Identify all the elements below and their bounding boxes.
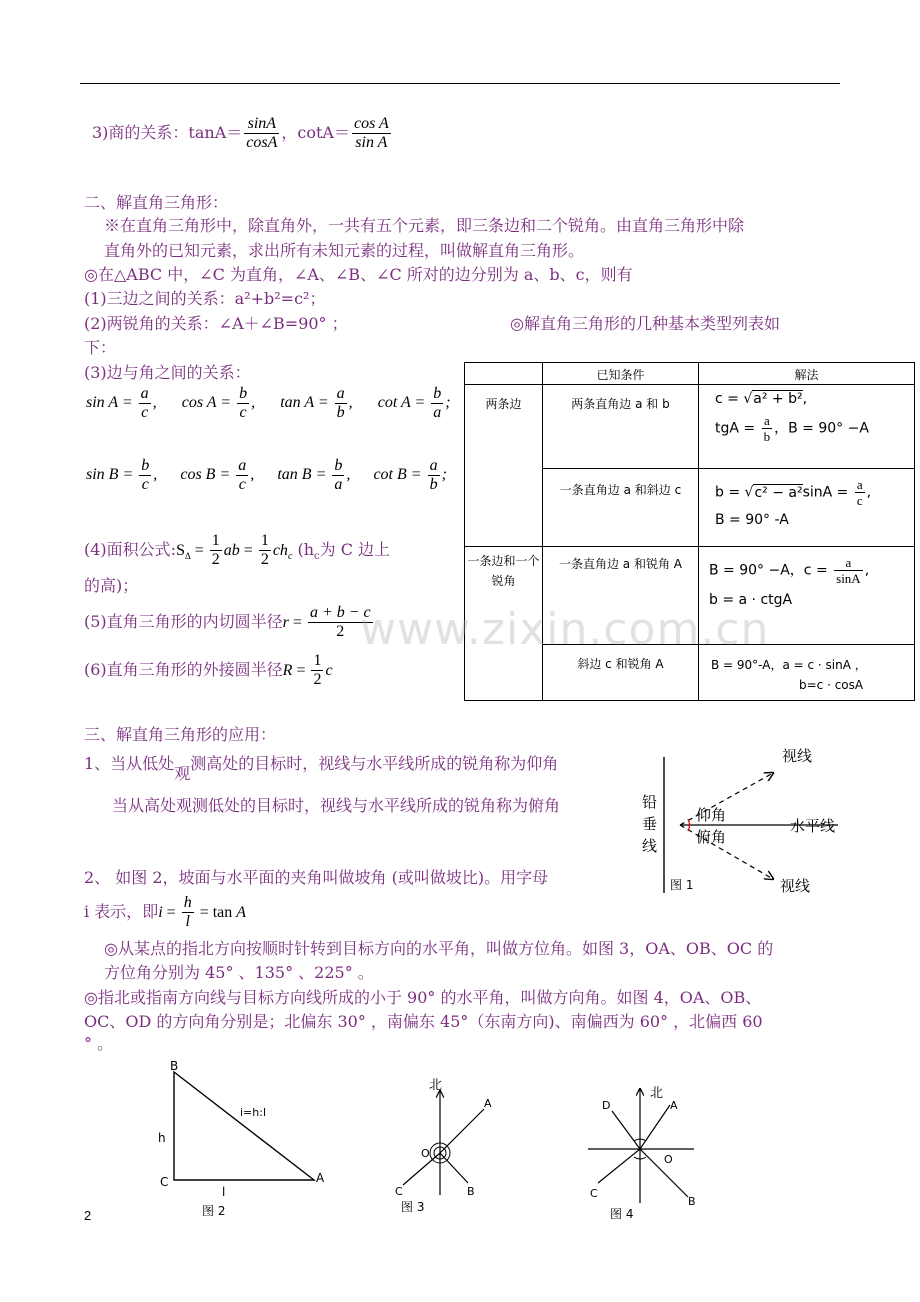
- fig4-B: B: [688, 1195, 696, 1208]
- application-2-formula: i 表示，即i = $\frac{h}{l}$ = tan A: [84, 894, 247, 930]
- fig1-caption: 图 1: [670, 878, 694, 892]
- trig-a-3: tan A = $\frac{a}{b}$ ,: [280, 385, 353, 421]
- solution-hyp-angle: B = 90°-A，a = c · sinA ， b=c · cosA: [699, 645, 915, 701]
- trig-a-1: sin A = $\frac{a}{c}$ ,: [86, 385, 157, 421]
- fig1-v3: 线: [642, 837, 658, 855]
- table-head-method: 解法: [699, 363, 915, 385]
- fig4-D: D: [602, 1099, 611, 1112]
- sight-line-down: [680, 825, 773, 879]
- condition-line: ◎在△ABC 中，∠C 为直角，∠A、∠B、∠C 所对的边分别为 a、b、c，则有: [84, 265, 633, 284]
- fig2-C: C: [160, 1175, 169, 1189]
- fig3-A: A: [484, 1097, 492, 1110]
- group-two-sides: 两条边: [465, 385, 543, 547]
- solution-two-legs: c = √a² + b², tgA = $\frac{a}{b}$ ，B = 90° −A: [699, 385, 915, 469]
- ray-OD: [612, 1111, 640, 1149]
- fig1-v1: 铅: [642, 793, 658, 811]
- fig1-sight-top: 视线: [782, 747, 813, 765]
- table-head-given: 已知条件: [543, 363, 699, 385]
- case-leg-hypotenuse: 一条直角边 a 和斜边 c: [543, 469, 699, 547]
- ray-OA: [640, 1105, 670, 1149]
- relation-2: (2)两锐角的关系：∠A＋∠B=90° ；: [84, 314, 348, 333]
- watermark: www.zixin.com.cn: [360, 604, 770, 655]
- fig1-depression: 俯角: [696, 828, 727, 846]
- trig-b-2: cos B = $\frac{a}{c}$ ,: [180, 457, 255, 493]
- figure-4: [580, 1075, 710, 1225]
- definition-line-1: ※在直角三角形中，除直角外，一共有五个元素，即三条边和二个锐角。由直角三角形中除: [104, 216, 745, 235]
- definition-line-2: 直角外的已知元素，求出所有未知元素的过程，叫做解直角三角形。: [104, 241, 585, 260]
- trig-a-4: cot A = $\frac{b}{a}$ ;: [377, 385, 451, 421]
- fig2-slope: i=h:l: [240, 1106, 267, 1119]
- direction-line-1: ◎指北或指南方向线与目标方向线所成的小于 90° 的水平角，叫做方向角。如图 4，OA、OB、: [84, 988, 762, 1007]
- fig1-sight-bottom: 视线: [780, 877, 811, 895]
- fig4-caption: 图 4: [610, 1207, 634, 1221]
- relation-3: (3)边与角之间的关系：: [84, 363, 251, 382]
- table-intro-cont: 下：: [84, 338, 117, 357]
- trig-row-a: [86, 385, 451, 422]
- fig2-A: A: [316, 1171, 325, 1185]
- group-side-angle: 一条边和一个锐角: [465, 547, 543, 701]
- section-two-heading: 二、解直角三角形：: [84, 193, 229, 212]
- sight-line-up: [680, 773, 773, 825]
- fig4-O: O: [664, 1153, 673, 1166]
- relation-1: (1)三边之间的关系：a²+b²=c²；: [84, 289, 326, 308]
- fig4-A: A: [670, 1099, 678, 1112]
- header-rule: [80, 83, 840, 84]
- figure-2: [150, 1060, 340, 1225]
- figure-3: [385, 1075, 515, 1220]
- fig1-v2: 垂: [642, 815, 658, 833]
- case-two-legs: 两条直角边 a 和 b: [543, 385, 699, 469]
- application-1: 1、当从低处观测高处的目标时，视线与水平线所成的锐角称为仰角: [84, 754, 559, 783]
- trig-a-2: cos A = $\frac{b}{c}$ ,: [181, 385, 256, 421]
- trig-row-b: [86, 457, 447, 494]
- slope-triangle: [174, 1072, 314, 1180]
- solution-leg-hypotenuse: b = √c² − a²sinA = $\frac{a}{c}$ , B = 90° -A: [699, 469, 915, 547]
- fig3-B: B: [467, 1185, 475, 1198]
- fig1-elevation: 仰角: [696, 806, 727, 824]
- fig2-h: h: [158, 1131, 166, 1145]
- solution-leg-angle: B = 90° −A，c = $\frac{a}{\sin A}$ , b = a · ctgA: [699, 547, 915, 645]
- page-number: 2: [84, 1208, 92, 1223]
- ray-OA: [440, 1109, 484, 1153]
- area-formula: (4)面积公式$:S_\Delta$ = $\frac{1}{2}$ ab = $\frac{1}{2}$ $ch_c$ ($h_c$为 C 边上: [84, 532, 391, 568]
- table-head-blank: [465, 363, 543, 385]
- direction-line-2: OC、OD 的方向角分别是；北偏东 30° ，南偏东 45°（东南方向)、南偏西为 60° ，北偏西 60: [84, 1012, 763, 1031]
- case-hyp-angle: 斜边 c 和锐角 A: [543, 645, 699, 701]
- ray-OC: [598, 1149, 640, 1183]
- fig3-O: O: [421, 1147, 430, 1160]
- fig3-C: C: [395, 1185, 403, 1198]
- fig2-caption: 图 2: [202, 1204, 226, 1218]
- table-intro: ◎解直角三角形的几种基本类型列表如: [510, 314, 780, 333]
- trig-b-4: cot B = $\frac{a}{b}$ ;: [373, 457, 447, 493]
- area-formula-cont: 的高)；: [84, 576, 139, 595]
- quotient-relation: 3)商的关系：tanA＝ $\frac{\sin A}{\cos A}$ ，cotA＝ $\frac{\text{cos A}}{\text{sin A}}$: [92, 115, 389, 151]
- bearing-line-1: ◎从某点的指北方向按顺时针转到目标方向的水平角，叫做方位角。如图 3，OA、OB、OC 的: [104, 939, 774, 958]
- section-three-heading: 三、解直角三角形的应用：: [84, 725, 277, 744]
- trig-b-1: sin B = $\frac{b}{c}$ ,: [86, 457, 158, 493]
- inradius-formula: (5)直角三角形的内切圆半径r = $\frac{a + b - c}{2}$: [84, 604, 371, 640]
- fig4-north: 北: [650, 1086, 664, 1101]
- bearing-line-2: 方位角分别为 45° 、135° 、225° 。: [104, 963, 374, 982]
- fig2-B: B: [170, 1060, 179, 1073]
- fig3-north: 北: [429, 1078, 443, 1093]
- direction-line-3: ° 。: [84, 1034, 114, 1053]
- fig1-horizontal: 水平线: [790, 817, 836, 835]
- trig-b-3: tan B = $\frac{b}{a}$ ,: [277, 457, 351, 493]
- application-2: 2、 如图 2，坡面与水平面的夹角叫做坡角 (或叫做坡比)。用字母: [84, 868, 549, 887]
- circumradius-formula: (6)直角三角形的外接圆半径R = $\frac{1}{2}$ c: [84, 652, 333, 688]
- application-1-depression: 当从高处观测低处的目标时，视线与水平线所成的锐角称为俯角: [112, 796, 561, 815]
- fig2-l: l: [222, 1185, 226, 1199]
- case-leg-angle: 一条直角边 a 和锐角 A: [543, 547, 699, 645]
- fig4-C: C: [590, 1187, 598, 1200]
- fig3-caption: 图 3: [401, 1200, 425, 1214]
- figure-1: [630, 735, 845, 900]
